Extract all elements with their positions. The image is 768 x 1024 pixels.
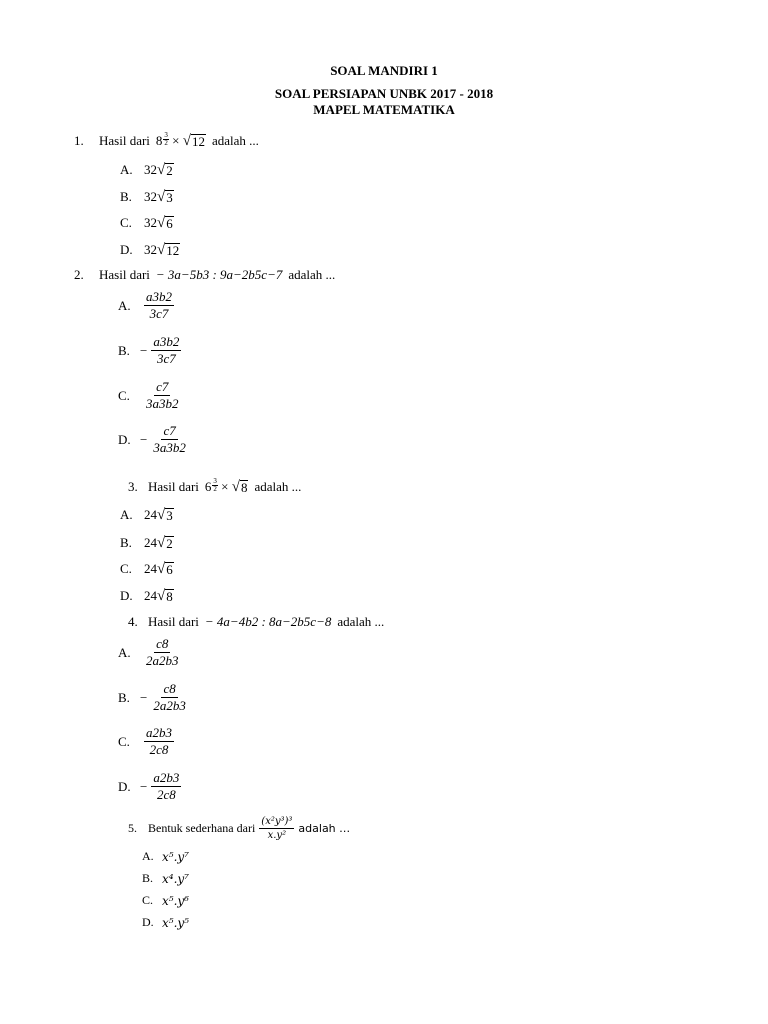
option-4d: D. − $\frac{a2b3}{2c8}$ [118, 770, 180, 802]
option-4a: A. $\frac{c8}{2a2b3}$ [118, 636, 179, 668]
option-5c: C. x⁵.y⁶ [142, 893, 189, 908]
question-5 [128, 816, 350, 841]
question-expression: − 3a−5b3 : 9a−2b5c−7 [155, 267, 283, 282]
option-5a: A. x⁵.y⁷ [142, 849, 189, 864]
option-1c: C. 32 √ 6 [120, 215, 173, 231]
question-3 [128, 478, 301, 495]
option-3a: A. 24 √ 3 [120, 507, 173, 523]
question-number: 3. [128, 478, 138, 494]
option-3c: C. 24 √ 6 [120, 561, 173, 577]
option-5d: D. x⁵.y⁵ [142, 915, 189, 930]
option-2d: D. − $\frac{c7}{3a3b2}$ [118, 423, 186, 455]
option-5b: B. x⁴.y⁷ [142, 871, 189, 886]
question-prefix: Bentuk sederhana dari [148, 821, 256, 835]
question-suffix: adalah ... [288, 267, 336, 282]
question-prefix: Hasil dari [99, 132, 150, 148]
option-1a: A. 32 √ 2 [120, 162, 173, 178]
option-2b: B. − $\frac{a3b2}{3c7}$ [118, 334, 180, 366]
question-expression: $\frac{\text{(x²y³)³}}{\text{x.y²}}$ [261, 816, 293, 841]
question-expression: 8 $\frac{3}{2}$ × √ 12 [155, 131, 205, 149]
option-4c: C. $\frac{a2b3}{2c8}$ [118, 725, 172, 757]
document-subject: MAPEL MATEMATIKA [313, 102, 455, 117]
option-3b: B. 24 √ 2 [120, 535, 173, 551]
document-title: SOAL MANDIRI 1 [330, 63, 438, 78]
question-suffix: adalah … [298, 822, 351, 835]
document-subtitle: SOAL PERSIAPAN UNBK 2017 - 2018 [274, 86, 494, 101]
question-1 [74, 132, 259, 149]
question-prefix: Hasil dari [148, 614, 199, 629]
option-2a: A. $\frac{a3b2}{3c7}$ [118, 289, 172, 321]
question-number: 1. [74, 132, 84, 148]
question-prefix: Hasil dari [99, 267, 150, 282]
option-1b: B. 32 √ 3 [120, 189, 173, 205]
option-1d: D. 32 √ 12 [120, 242, 180, 258]
option-2c: C. $\frac{c7}{3a3b2}$ [118, 379, 179, 411]
option-3d: D. 24 √ 8 [120, 588, 173, 604]
question-suffix: adalah ... [337, 614, 385, 629]
question-number: 4. [128, 614, 138, 629]
question-number: 2. [74, 267, 84, 282]
question-number: 5. [128, 821, 137, 835]
question-4 [128, 614, 384, 630]
question-expression: 6 $\frac{3}{2}$ × √ 8 [204, 477, 248, 495]
question-prefix: Hasil dari [148, 478, 199, 494]
question-suffix: adalah ... [211, 132, 259, 148]
question-expression: − 4a−4b2 : 8a−2b5c−8 [204, 614, 332, 629]
question-2 [74, 267, 335, 283]
option-4b: B. − $\frac{c8}{2a2b3}$ [118, 681, 186, 713]
question-suffix: adalah ... [254, 478, 302, 494]
